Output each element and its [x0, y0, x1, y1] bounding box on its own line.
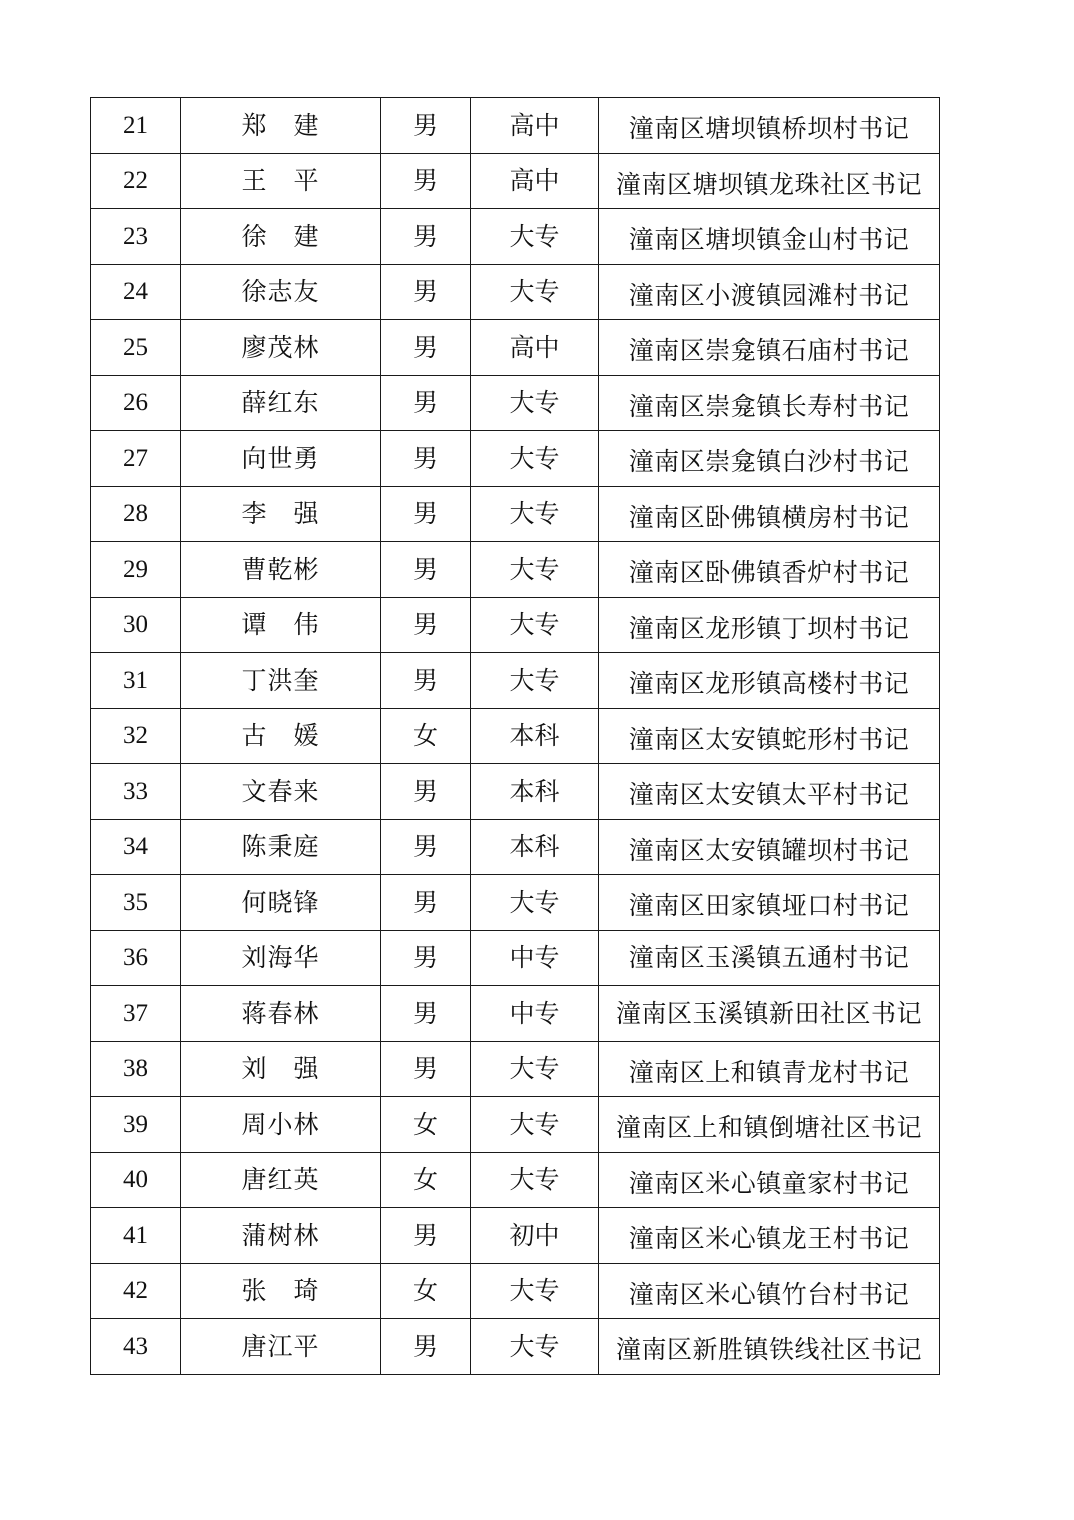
person-name: 曹乾彬 [181, 542, 381, 598]
person-name: 刘海华 [181, 930, 381, 986]
row-number: 28 [91, 486, 181, 542]
row-number: 25 [91, 320, 181, 376]
education: 大专 [471, 264, 599, 320]
position-cell [599, 764, 940, 820]
position: 潼南区崇龛镇石庙村书记 [628, 336, 910, 366]
education: 大专 [471, 431, 599, 487]
gender: 男 [381, 986, 471, 1042]
position: 潼南区米心镇童家村书记 [628, 1168, 910, 1198]
person-name: 何晓锋 [181, 875, 381, 931]
person-name: 薛红东 [181, 375, 381, 431]
gender: 男 [381, 597, 471, 653]
gender: 男 [381, 375, 471, 431]
position: 潼南区小渡镇园滩村书记 [628, 280, 910, 310]
gender: 男 [381, 930, 471, 986]
gender: 男 [381, 819, 471, 875]
table-row [91, 708, 940, 764]
gender: 男 [381, 209, 471, 265]
education: 本科 [471, 708, 599, 764]
education: 初中 [471, 1208, 599, 1264]
position: 潼南区崇龛镇白沙村书记 [628, 447, 910, 477]
table-row [91, 875, 940, 931]
position-cell [599, 431, 940, 487]
person-name: 唐江平 [181, 1319, 381, 1375]
position-cell [599, 1152, 940, 1208]
row-number: 24 [91, 264, 181, 320]
person-name: 蒲树林 [181, 1208, 381, 1264]
education: 大专 [471, 1319, 599, 1375]
person-name: 徐 建 [181, 209, 381, 265]
roster-table [90, 97, 940, 1375]
position: 潼南区太安镇罐坝村书记 [628, 835, 910, 865]
position-cell [599, 1263, 940, 1319]
position: 潼南区塘坝镇桥坝村书记 [628, 114, 910, 144]
education: 本科 [471, 819, 599, 875]
table-row [91, 486, 940, 542]
position-cell [599, 375, 940, 431]
gender: 男 [381, 431, 471, 487]
person-name: 丁洪奎 [181, 653, 381, 709]
gender: 男 [381, 1208, 471, 1264]
position: 潼南区上和镇青龙村书记 [628, 1057, 910, 1087]
position: 潼南区塘坝镇金山村书记 [628, 225, 910, 255]
gender: 男 [381, 542, 471, 598]
position-cell [599, 875, 940, 931]
position: 潼南区田家镇垭口村书记 [628, 891, 910, 921]
row-number: 22 [91, 153, 181, 209]
person-name: 张 琦 [181, 1263, 381, 1319]
position-cell [599, 819, 940, 875]
education: 高中 [471, 98, 599, 154]
row-number: 36 [91, 930, 181, 986]
position-cell [599, 264, 940, 320]
person-name: 文春来 [181, 764, 381, 820]
education: 大专 [471, 209, 599, 265]
table-row [91, 1041, 940, 1097]
education: 大专 [471, 375, 599, 431]
person-name: 徐志友 [181, 264, 381, 320]
row-number: 31 [91, 653, 181, 709]
gender: 女 [381, 708, 471, 764]
table-row [91, 597, 940, 653]
table-row [91, 930, 940, 986]
table-row [91, 1319, 940, 1375]
position-cell [599, 930, 940, 986]
position-cell [599, 209, 940, 265]
position-cell [599, 542, 940, 598]
position-cell [599, 320, 940, 376]
education: 大专 [471, 597, 599, 653]
education: 大专 [471, 653, 599, 709]
table-row [91, 264, 940, 320]
table-row [91, 986, 940, 1042]
row-number: 40 [91, 1152, 181, 1208]
gender: 男 [381, 153, 471, 209]
table-row [91, 653, 940, 709]
education: 中专 [471, 930, 599, 986]
table-row [91, 153, 940, 209]
gender: 男 [381, 764, 471, 820]
position: 潼南区龙形镇丁坝村书记 [628, 613, 910, 643]
gender: 女 [381, 1152, 471, 1208]
position: 潼南区米心镇竹台村书记 [628, 1279, 910, 1309]
row-number: 42 [91, 1263, 181, 1319]
education: 本科 [471, 764, 599, 820]
row-number: 38 [91, 1041, 181, 1097]
person-name: 王 平 [181, 153, 381, 209]
table-row [91, 819, 940, 875]
position: 潼南区玉溪镇新田社区书记 [615, 998, 922, 1028]
education: 大专 [471, 1263, 599, 1319]
person-name: 向世勇 [181, 431, 381, 487]
table-row [91, 542, 940, 598]
position: 潼南区玉溪镇五通村书记 [628, 943, 910, 973]
gender: 男 [381, 320, 471, 376]
person-name: 廖茂林 [181, 320, 381, 376]
position: 潼南区太安镇蛇形村书记 [628, 724, 910, 754]
position-cell [599, 597, 940, 653]
gender: 男 [381, 264, 471, 320]
position: 潼南区米心镇龙王村书记 [628, 1224, 910, 1254]
position: 潼南区新胜镇铁线社区书记 [615, 1335, 922, 1365]
position-cell [599, 1208, 940, 1264]
person-name: 唐红英 [181, 1152, 381, 1208]
person-name: 李 强 [181, 486, 381, 542]
gender: 男 [381, 1041, 471, 1097]
gender: 女 [381, 1263, 471, 1319]
position-cell [599, 653, 940, 709]
row-number: 35 [91, 875, 181, 931]
gender: 女 [381, 1097, 471, 1153]
row-number: 29 [91, 542, 181, 598]
table-row [91, 1097, 940, 1153]
position: 潼南区卧佛镇横房村书记 [628, 502, 910, 532]
table-row [91, 1152, 940, 1208]
position-cell [599, 1319, 940, 1375]
row-number: 23 [91, 209, 181, 265]
position-cell [599, 1041, 940, 1097]
row-number: 34 [91, 819, 181, 875]
person-name: 郑 建 [181, 98, 381, 154]
education: 大专 [471, 542, 599, 598]
position: 潼南区塘坝镇龙珠社区书记 [615, 169, 922, 199]
table-row [91, 431, 940, 487]
position-cell [599, 986, 940, 1042]
gender: 男 [381, 486, 471, 542]
row-number: 41 [91, 1208, 181, 1264]
row-number: 27 [91, 431, 181, 487]
position-cell [599, 98, 940, 154]
row-number: 37 [91, 986, 181, 1042]
table-row [91, 375, 940, 431]
education: 高中 [471, 153, 599, 209]
table-row [91, 1263, 940, 1319]
row-number: 21 [91, 98, 181, 154]
row-number: 39 [91, 1097, 181, 1153]
row-number: 26 [91, 375, 181, 431]
education: 大专 [471, 1152, 599, 1208]
position: 潼南区卧佛镇香炉村书记 [628, 558, 910, 588]
row-number: 32 [91, 708, 181, 764]
person-name: 周小林 [181, 1097, 381, 1153]
table-row [91, 209, 940, 265]
table-row [91, 764, 940, 820]
education: 高中 [471, 320, 599, 376]
row-number: 30 [91, 597, 181, 653]
education: 大专 [471, 1041, 599, 1097]
education: 大专 [471, 486, 599, 542]
row-number: 43 [91, 1319, 181, 1375]
position: 潼南区太安镇太平村书记 [628, 780, 910, 810]
gender: 男 [381, 875, 471, 931]
person-name: 蒋春林 [181, 986, 381, 1042]
table-row [91, 98, 940, 154]
row-number: 33 [91, 764, 181, 820]
position-cell [599, 153, 940, 209]
position-cell [599, 708, 940, 764]
position-cell [599, 1097, 940, 1153]
education: 大专 [471, 875, 599, 931]
table-row [91, 320, 940, 376]
person-name: 陈秉庭 [181, 819, 381, 875]
gender: 男 [381, 1319, 471, 1375]
person-name: 古 媛 [181, 708, 381, 764]
position: 潼南区崇龛镇长寿村书记 [628, 391, 910, 421]
gender: 男 [381, 98, 471, 154]
gender: 男 [381, 653, 471, 709]
table-row [91, 1208, 940, 1264]
education: 中专 [471, 986, 599, 1042]
person-name: 谭 伟 [181, 597, 381, 653]
position: 潼南区上和镇倒塘社区书记 [615, 1113, 922, 1143]
education: 大专 [471, 1097, 599, 1153]
person-name: 刘 强 [181, 1041, 381, 1097]
position: 潼南区龙形镇高楼村书记 [628, 669, 910, 699]
position-cell [599, 486, 940, 542]
